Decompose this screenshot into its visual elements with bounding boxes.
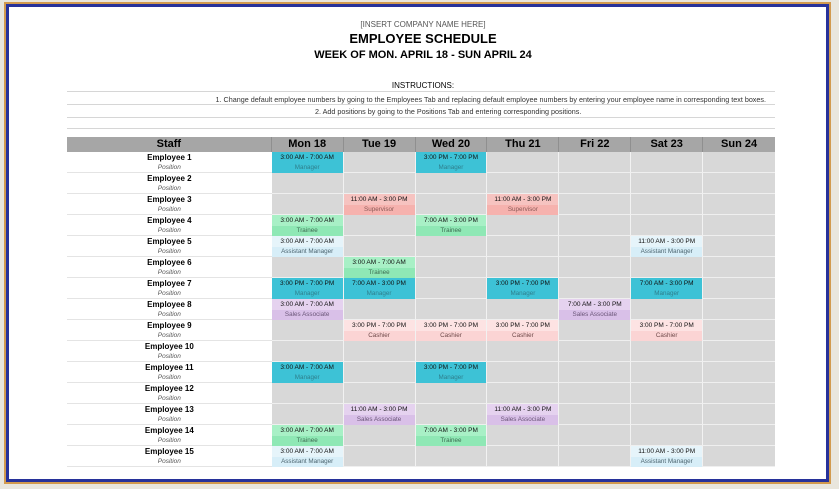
shift-position: Manager: [631, 289, 702, 299]
grid-line: [67, 104, 775, 105]
employee-position-label: Position: [157, 394, 181, 402]
shift-position: Cashier: [487, 331, 558, 341]
schedule-cell[interactable]: [487, 215, 559, 236]
schedule-cell[interactable]: [344, 215, 416, 236]
shift-position: Manager: [487, 289, 558, 299]
shift-block[interactable]: [416, 320, 487, 340]
employee-name[interactable]: Employee 8: [147, 300, 192, 309]
shift-time: 3:00 AM - 7:00 AM: [272, 152, 343, 163]
instruction-step-1: 1. Change default employee numbers by going to the Employees Tab and replacing default employee numbers by entering your employee name in corresponding text boxes.: [215, 95, 766, 104]
shift-time: 3:00 PM - 7:00 PM: [272, 278, 343, 289]
schedule-cell[interactable]: [487, 278, 559, 299]
shift-position: Sales Associate: [344, 415, 415, 425]
schedule-cell[interactable]: [272, 299, 344, 320]
shift-block[interactable]: [344, 257, 415, 277]
schedule-cell[interactable]: [416, 404, 488, 425]
employee-name[interactable]: Employee 13: [144, 405, 194, 414]
schedule-cell[interactable]: [559, 257, 631, 278]
shift-time: 7:00 AM - 3:00 PM: [559, 299, 630, 310]
employee-name-cell[interactable]: [67, 215, 272, 236]
screenshot-frame: [6, 4, 829, 482]
grid-line: [67, 128, 775, 129]
schedule-cell[interactable]: [559, 404, 631, 425]
schedule-cell[interactable]: [344, 152, 416, 173]
schedule-cell[interactable]: [344, 362, 416, 383]
shift-block[interactable]: [487, 320, 558, 340]
schedule-cell[interactable]: [559, 341, 631, 362]
schedule-cell[interactable]: [631, 278, 703, 299]
shift-block[interactable]: [344, 404, 415, 424]
shift-block[interactable]: [631, 236, 702, 256]
schedule-cell[interactable]: [487, 404, 559, 425]
schedule-cell[interactable]: [344, 383, 416, 404]
employee-row: [67, 173, 775, 194]
schedule-cell[interactable]: [559, 152, 631, 173]
schedule-cell[interactable]: [703, 152, 775, 173]
employee-name[interactable]: Employee 9: [147, 321, 192, 330]
schedule-cell[interactable]: [631, 236, 703, 257]
shift-time: 7:00 AM - 3:00 PM: [631, 278, 702, 289]
schedule-cell[interactable]: [631, 194, 703, 215]
schedule-cell[interactable]: [703, 215, 775, 236]
shift-block[interactable]: [272, 425, 343, 445]
shift-position: Trainee: [416, 226, 487, 236]
shift-block[interactable]: [416, 152, 487, 172]
schedule-cell[interactable]: [559, 278, 631, 299]
day-header-thu: Thu 21: [487, 137, 559, 152]
schedule-cell[interactable]: [559, 383, 631, 404]
schedule-cell[interactable]: [703, 425, 775, 446]
week-range: WEEK OF MON. APRIL 18 - SUN APRIL 24: [314, 49, 532, 61]
schedule-cell[interactable]: [487, 446, 559, 467]
shift-position: Manager: [272, 373, 343, 383]
schedule-cell[interactable]: [703, 341, 775, 362]
schedule-cell[interactable]: [416, 299, 488, 320]
employee-position-label: Position: [157, 289, 181, 297]
schedule-cell[interactable]: [631, 173, 703, 194]
shift-time: 3:00 PM - 7:00 PM: [631, 320, 702, 331]
employee-name[interactable]: Employee 1: [147, 153, 192, 162]
shift-block[interactable]: [272, 446, 343, 466]
employee-name[interactable]: Employee 4: [147, 216, 192, 225]
shift-time: 3:00 PM - 7:00 PM: [416, 152, 487, 163]
schedule-cell[interactable]: [416, 152, 488, 173]
schedule-cell[interactable]: [272, 446, 344, 467]
day-header-sun: Sun 24: [721, 138, 758, 150]
schedule-cell[interactable]: [703, 383, 775, 404]
schedule-cell[interactable]: [559, 320, 631, 341]
schedule-cell[interactable]: [487, 236, 559, 257]
employee-name-cell[interactable]: [67, 446, 272, 467]
employee-row: [67, 341, 775, 362]
employee-name-cell[interactable]: [67, 278, 272, 299]
schedule-cell[interactable]: [344, 425, 416, 446]
employee-name[interactable]: Employee 3: [147, 195, 192, 204]
day-header-fri: Fri 22: [559, 137, 631, 152]
schedule-cell[interactable]: [272, 257, 344, 278]
shift-block[interactable]: [272, 299, 343, 319]
employee-name[interactable]: Employee 10: [144, 342, 194, 351]
employee-row: [67, 446, 775, 467]
employee-position-label: Position: [157, 352, 181, 360]
employee-name-cell[interactable]: [67, 194, 272, 215]
schedule-cell[interactable]: [416, 194, 488, 215]
schedule-cell[interactable]: [703, 194, 775, 215]
schedule-cell[interactable]: [631, 152, 703, 173]
schedule-cell[interactable]: [559, 194, 631, 215]
schedule-cell[interactable]: [272, 362, 344, 383]
shift-position: Cashier: [416, 331, 487, 341]
employee-position-label: Position: [157, 163, 181, 171]
schedule-cell[interactable]: [272, 215, 344, 236]
shift-time: 3:00 PM - 7:00 PM: [487, 278, 558, 289]
shift-time: 7:00 AM - 3:00 PM: [416, 215, 487, 226]
shift-block[interactable]: [344, 194, 415, 214]
schedule-cell[interactable]: [272, 173, 344, 194]
schedule-cell[interactable]: [344, 404, 416, 425]
spreadsheet: [9, 7, 826, 479]
shift-block[interactable]: [272, 278, 343, 298]
employee-position-label: Position: [157, 436, 181, 444]
employee-name[interactable]: Employee 2: [147, 174, 192, 183]
schedule-cell[interactable]: [559, 446, 631, 467]
schedule-cell[interactable]: [487, 257, 559, 278]
shift-block[interactable]: [416, 425, 487, 445]
employee-name-cell[interactable]: [67, 173, 272, 194]
employee-name-cell[interactable]: [67, 320, 272, 341]
schedule-cell[interactable]: [487, 362, 559, 383]
shift-position: Manager: [416, 373, 487, 383]
employee-position-label: Position: [157, 331, 181, 339]
grid-line: [67, 91, 775, 92]
shift-position: Trainee: [272, 436, 343, 446]
schedule-cell[interactable]: [631, 425, 703, 446]
shift-block[interactable]: [344, 278, 415, 298]
schedule-cell[interactable]: [416, 278, 488, 299]
employee-name[interactable]: Employee 12: [144, 384, 194, 393]
employee-position-label: Position: [157, 205, 181, 213]
schedule-cell[interactable]: [703, 173, 775, 194]
shift-position: Sales Associate: [559, 310, 630, 320]
schedule-cell[interactable]: [487, 425, 559, 446]
schedule-cell[interactable]: [631, 362, 703, 383]
shift-position: Sales Associate: [272, 310, 343, 320]
schedule-cell[interactable]: [487, 152, 559, 173]
employee-name-cell[interactable]: [67, 404, 272, 425]
shift-block[interactable]: [416, 362, 487, 382]
shift-time: 3:00 AM - 7:00 AM: [272, 299, 343, 310]
shift-block[interactable]: [416, 215, 487, 235]
schedule-cell[interactable]: [559, 173, 631, 194]
schedule-cell[interactable]: [344, 173, 416, 194]
shift-block[interactable]: [487, 404, 558, 424]
shift-block[interactable]: [631, 278, 702, 298]
shift-position: Sales Associate: [487, 415, 558, 425]
shift-position: Trainee: [344, 268, 415, 278]
shift-time: 3:00 PM - 7:00 PM: [416, 362, 487, 373]
staff-column-header: Staff: [67, 137, 272, 152]
schedule-cell[interactable]: [703, 362, 775, 383]
schedule-cell[interactable]: [344, 257, 416, 278]
schedule-cell[interactable]: [272, 320, 344, 341]
schedule-cell[interactable]: [631, 446, 703, 467]
shift-block[interactable]: [487, 278, 558, 298]
schedule-cell[interactable]: [272, 236, 344, 257]
employee-name[interactable]: Employee 7: [147, 279, 192, 288]
shift-position: Manager: [272, 289, 343, 299]
shift-time: 11:00 AM - 3:00 PM: [487, 404, 558, 415]
schedule-cell[interactable]: [416, 320, 488, 341]
employee-row: [67, 152, 775, 173]
schedule-cell[interactable]: [272, 152, 344, 173]
shift-position: Cashier: [344, 331, 415, 341]
shift-time: 7:00 AM - 3:00 PM: [416, 425, 487, 436]
schedule-body: [67, 152, 775, 467]
shift-position: Trainee: [272, 226, 343, 236]
schedule-cell[interactable]: [703, 404, 775, 425]
schedule-cell[interactable]: [272, 341, 344, 362]
employee-name[interactable]: Employee 11: [145, 363, 194, 372]
schedule-cell[interactable]: [559, 215, 631, 236]
schedule-cell[interactable]: [631, 257, 703, 278]
shift-time: 11:00 AM - 3:00 PM: [344, 194, 415, 205]
schedule-cell[interactable]: [631, 404, 703, 425]
shift-position: Assistant Manager: [272, 457, 343, 467]
employee-position-label: Position: [157, 457, 181, 465]
schedule-cell[interactable]: [631, 320, 703, 341]
schedule-cell[interactable]: [416, 362, 488, 383]
shift-position: Trainee: [416, 436, 487, 446]
shift-block[interactable]: [631, 320, 702, 340]
schedule-cell[interactable]: [272, 425, 344, 446]
employee-position-label: Position: [157, 247, 181, 255]
shift-time: 3:00 AM - 7:00 AM: [272, 446, 343, 457]
employee-position-label: Position: [157, 373, 181, 381]
shift-block[interactable]: [272, 362, 343, 382]
table-header-row: [67, 137, 775, 152]
shift-time: 7:00 AM - 3:00 PM: [344, 278, 415, 289]
employee-position-label: Position: [157, 415, 181, 423]
schedule-cell[interactable]: [416, 446, 488, 467]
instructions-title: INSTRUCTIONS:: [391, 81, 455, 90]
day-header-tue: Tue 19: [344, 137, 416, 152]
employee-position-label: Position: [157, 268, 181, 276]
page-title: EMPLOYEE SCHEDULE: [349, 31, 497, 46]
employee-row: [67, 257, 775, 278]
shift-time: 3:00 AM - 7:00 AM: [272, 236, 343, 247]
employee-name-cell[interactable]: [67, 362, 272, 383]
shift-position: Manager: [344, 289, 415, 299]
schedule-cell[interactable]: [416, 173, 488, 194]
shift-time: 11:00 AM - 3:00 PM: [487, 194, 558, 205]
schedule-cell[interactable]: [703, 257, 775, 278]
shift-block[interactable]: [272, 215, 343, 235]
schedule-cell[interactable]: [416, 236, 488, 257]
employee-position-label: Position: [157, 310, 181, 318]
schedule-cell[interactable]: [487, 194, 559, 215]
schedule-cell[interactable]: [416, 257, 488, 278]
schedule-cell[interactable]: [344, 299, 416, 320]
employee-name-cell[interactable]: [67, 425, 272, 446]
employee-row: [67, 215, 775, 236]
shift-position: Manager: [416, 163, 487, 173]
employee-row: [67, 299, 775, 320]
schedule-cell[interactable]: [703, 236, 775, 257]
day-header-wed: Wed 20: [416, 137, 488, 152]
schedule-cell[interactable]: [559, 236, 631, 257]
schedule-cell[interactable]: [559, 299, 631, 320]
employee-row: [67, 362, 775, 383]
employee-position-label: Position: [157, 184, 181, 192]
shift-block[interactable]: [272, 152, 343, 172]
day-header-mon: Mon 18: [272, 137, 344, 152]
shift-block[interactable]: [344, 320, 415, 340]
employee-name-cell[interactable]: [67, 152, 272, 173]
shift-time: 3:00 AM - 7:00 AM: [272, 215, 343, 226]
employee-position-label: Position: [157, 226, 181, 234]
schedule-cell[interactable]: [344, 341, 416, 362]
schedule-cell[interactable]: [416, 383, 488, 404]
schedule-cell[interactable]: [703, 446, 775, 467]
shift-time: 3:00 PM - 7:00 PM: [344, 320, 415, 331]
schedule-cell[interactable]: [631, 215, 703, 236]
employee-row: [67, 236, 775, 257]
employee-row: [67, 383, 775, 404]
shift-time: 11:00 AM - 3:00 PM: [631, 236, 702, 247]
employee-row: [67, 404, 775, 425]
schedule-cell[interactable]: [703, 320, 775, 341]
shift-time: 3:00 AM - 7:00 AM: [272, 362, 343, 373]
schedule-cell[interactable]: [344, 194, 416, 215]
shift-time: 3:00 AM - 7:00 AM: [272, 425, 343, 436]
shift-time: 3:00 PM - 7:00 PM: [416, 320, 487, 331]
schedule-cell[interactable]: [272, 404, 344, 425]
schedule-cell[interactable]: [487, 383, 559, 404]
company-name[interactable]: [INSERT COMPANY NAME HERE]: [360, 20, 486, 29]
schedule-cell[interactable]: [344, 236, 416, 257]
schedule-cell[interactable]: [631, 341, 703, 362]
shift-time: 11:00 AM - 3:00 PM: [344, 404, 415, 415]
day-header-sat: Sat 23: [631, 137, 703, 152]
schedule-cell[interactable]: [487, 299, 559, 320]
shift-position: Assistant Manager: [631, 247, 702, 257]
schedule-cell[interactable]: [344, 446, 416, 467]
shift-position: Assistant Manager: [631, 457, 702, 467]
shift-position: Manager: [272, 163, 343, 173]
schedule-cell[interactable]: [559, 362, 631, 383]
employee-row: [67, 278, 775, 299]
employee-row: [67, 320, 775, 341]
schedule-cell[interactable]: [631, 383, 703, 404]
employee-name[interactable]: Employee 14: [144, 426, 194, 435]
schedule-cell[interactable]: [272, 194, 344, 215]
employee-name-cell[interactable]: [67, 257, 272, 278]
shift-time: 3:00 PM - 7:00 PM: [487, 320, 558, 331]
shift-position: Supervisor: [487, 205, 558, 215]
instruction-step-2: 2. Add positions by going to the Positions Tab and entering corresponding positions.: [315, 107, 582, 116]
shift-time: 3:00 AM - 7:00 AM: [344, 257, 415, 268]
employee-row: [67, 425, 775, 446]
shift-block[interactable]: [487, 194, 558, 214]
shift-block[interactable]: [631, 446, 702, 466]
employee-name[interactable]: Employee 6: [147, 258, 192, 267]
shift-block[interactable]: [272, 236, 343, 256]
schedule-cell[interactable]: [703, 278, 775, 299]
schedule-cell[interactable]: [487, 173, 559, 194]
employee-name-cell[interactable]: [67, 236, 272, 257]
shift-position: Assistant Manager: [272, 247, 343, 257]
employee-name[interactable]: Employee 15: [144, 447, 194, 456]
schedule-cell[interactable]: [272, 278, 344, 299]
schedule-table: [67, 137, 775, 467]
employee-name[interactable]: Employee 5: [147, 237, 192, 246]
schedule-cell[interactable]: [416, 425, 488, 446]
schedule-cell[interactable]: [559, 425, 631, 446]
schedule-cell[interactable]: [344, 320, 416, 341]
employee-name-cell[interactable]: [67, 383, 272, 404]
shift-position: Cashier: [631, 331, 702, 341]
schedule-cell[interactable]: [272, 383, 344, 404]
schedule-cell[interactable]: [416, 215, 488, 236]
schedule-cell[interactable]: [344, 278, 416, 299]
shift-block[interactable]: [559, 299, 630, 319]
shift-time: 11:00 AM - 3:00 PM: [631, 446, 702, 457]
schedule-cell[interactable]: [416, 341, 488, 362]
schedule-cell[interactable]: [487, 320, 559, 341]
employee-row: [67, 194, 775, 215]
schedule-cell[interactable]: [631, 299, 703, 320]
employee-name-cell[interactable]: [67, 341, 272, 362]
schedule-cell[interactable]: [487, 341, 559, 362]
employee-name-cell[interactable]: [67, 299, 272, 320]
shift-position: Supervisor: [344, 205, 415, 215]
grid-line: [67, 117, 775, 118]
schedule-cell[interactable]: [703, 299, 775, 320]
